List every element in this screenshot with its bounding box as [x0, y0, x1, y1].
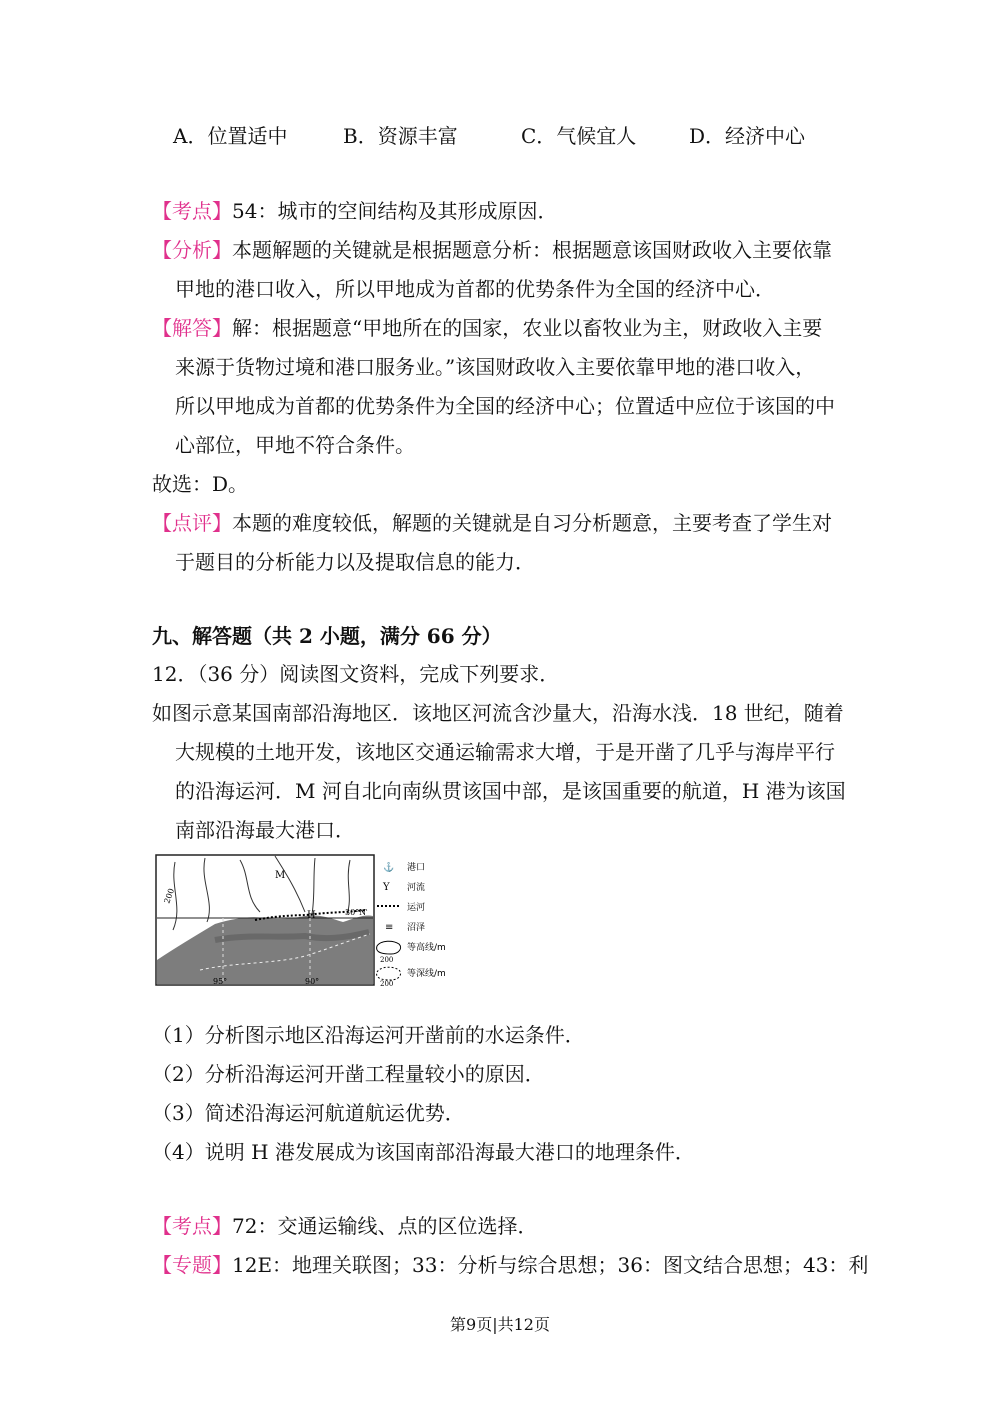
legend-marsh: 沼泽: [407, 923, 426, 933]
q12-para-1: 如图示意某国南部沿海地区．该地区河流含沙量大，沿海水浅．18 世纪，随着: [152, 701, 844, 725]
q12-para-4: 南部沿海最大港口．: [175, 818, 355, 842]
sub-question-4: （4）说明 H 港发展成为该国南部沿海最大港口的地理条件．: [152, 1140, 695, 1164]
jieda-line-4: 心部位，甲地不符合条件。: [175, 433, 415, 457]
label-h: H: [307, 910, 316, 921]
dianping-line-1: [152, 511, 832, 535]
label-30n: 30°N: [345, 908, 367, 917]
fenxi-text-1: 本题解题的关键就是根据题意分析：根据题意该国财政收入主要依靠: [232, 238, 832, 262]
legend-depth-value: 200: [380, 980, 394, 988]
q12-zhuanti-tag: 【专题】: [152, 1253, 232, 1277]
answer-choice: 故选：D。: [152, 472, 249, 496]
legend-contour-value: 200: [380, 956, 394, 964]
dianping-line-2: 于题目的分析能力以及提取信息的能力．: [175, 550, 535, 574]
q12-zhuanti-text: 12E：地理关联图；33：分析与综合思想；36：图文结合思想；43：利: [232, 1253, 869, 1277]
dianping-tag: 【点评】: [152, 511, 232, 535]
q12-para-3: 的沿海运河．M 河自北向南纵贯该国中部，是该国重要的航道，H 港为该国: [175, 779, 846, 803]
jieda-line-3: 所以甲地成为首都的优势条件为全国的经济中心；位置适中应位于该国的中: [175, 394, 835, 418]
q12-zhuanti-line: [152, 1253, 868, 1277]
sub-question-3: （3）简述沿海运河航道航运优势．: [152, 1101, 465, 1125]
option-a: A．位置适中: [173, 124, 288, 148]
contour-icon: [377, 941, 401, 954]
depth-icon: [377, 967, 401, 980]
legend-depth: 等深线/m: [407, 969, 446, 979]
label-95: 95°: [213, 977, 228, 986]
jieda-text-1: 解：根据题意“甲地所在的国家，农业以畜牧业为主，财政收入主要: [232, 316, 823, 340]
port-icon: ⚓: [383, 863, 395, 873]
marsh-icon: ≡: [385, 922, 394, 933]
legend-contour: 等高线/m: [407, 943, 446, 953]
fenxi-line-2: 甲地的港口收入，所以甲地成为首都的优势条件为全国的经济中心．: [175, 277, 775, 301]
option-b: B．资源丰富: [343, 124, 458, 148]
q12-para-2: 大规模的土地开发，该地区交通运输需求大增，于是开凿了几乎与海岸平行: [175, 740, 835, 764]
kaodian-line: [152, 199, 557, 223]
q12-kaodian-text: 72：交通运输线、点的区位选择．: [232, 1214, 538, 1238]
fenxi-tag: 【分析】: [152, 238, 232, 262]
fenxi-line-1: [152, 238, 832, 262]
label-200: 200: [162, 887, 177, 905]
map-legend: [377, 861, 446, 988]
option-c: C．气候宜人: [521, 124, 637, 148]
river-icon: Y: [383, 882, 390, 893]
dianping-text-1: 本题的难度较低，解题的关键就是自习分析题意，主要考查了学生对: [232, 511, 832, 535]
label-m: M: [275, 870, 286, 881]
page-footer: 第9页|共12页: [450, 1315, 550, 1334]
jieda-line-2: 来源于货物过境和港口服务业。”该国财政收入主要依靠甲地的港口收入，: [175, 355, 816, 379]
q12-head: 12．（36 分）阅读图文资料，完成下列要求．: [152, 662, 560, 686]
legend-port: 港口: [407, 863, 426, 873]
option-d: D．经济中心: [689, 124, 806, 148]
kaodian-text: 54：城市的空间结构及其形成原因．: [232, 199, 558, 223]
label-90: 90°: [305, 977, 320, 986]
q12-kaodian-line: [152, 1214, 537, 1238]
legend-river: 河流: [407, 883, 426, 893]
kaodian-tag: 【考点】: [152, 199, 232, 223]
jieda-line-1: [152, 316, 822, 340]
section-title: 九、解答题（共 2 小题，满分 66 分）: [152, 624, 502, 648]
jieda-tag: 【解答】: [152, 316, 232, 340]
sub-question-1: （1）分析图示地区沿海运河开凿前的水运条件．: [152, 1023, 585, 1047]
legend-canal: 运河: [407, 903, 426, 913]
sub-question-2: （2）分析沿海运河开凿工程量较小的原因．: [152, 1062, 545, 1086]
coastal-map-figure: [155, 852, 477, 988]
q12-kaodian-tag: 【考点】: [152, 1214, 232, 1238]
